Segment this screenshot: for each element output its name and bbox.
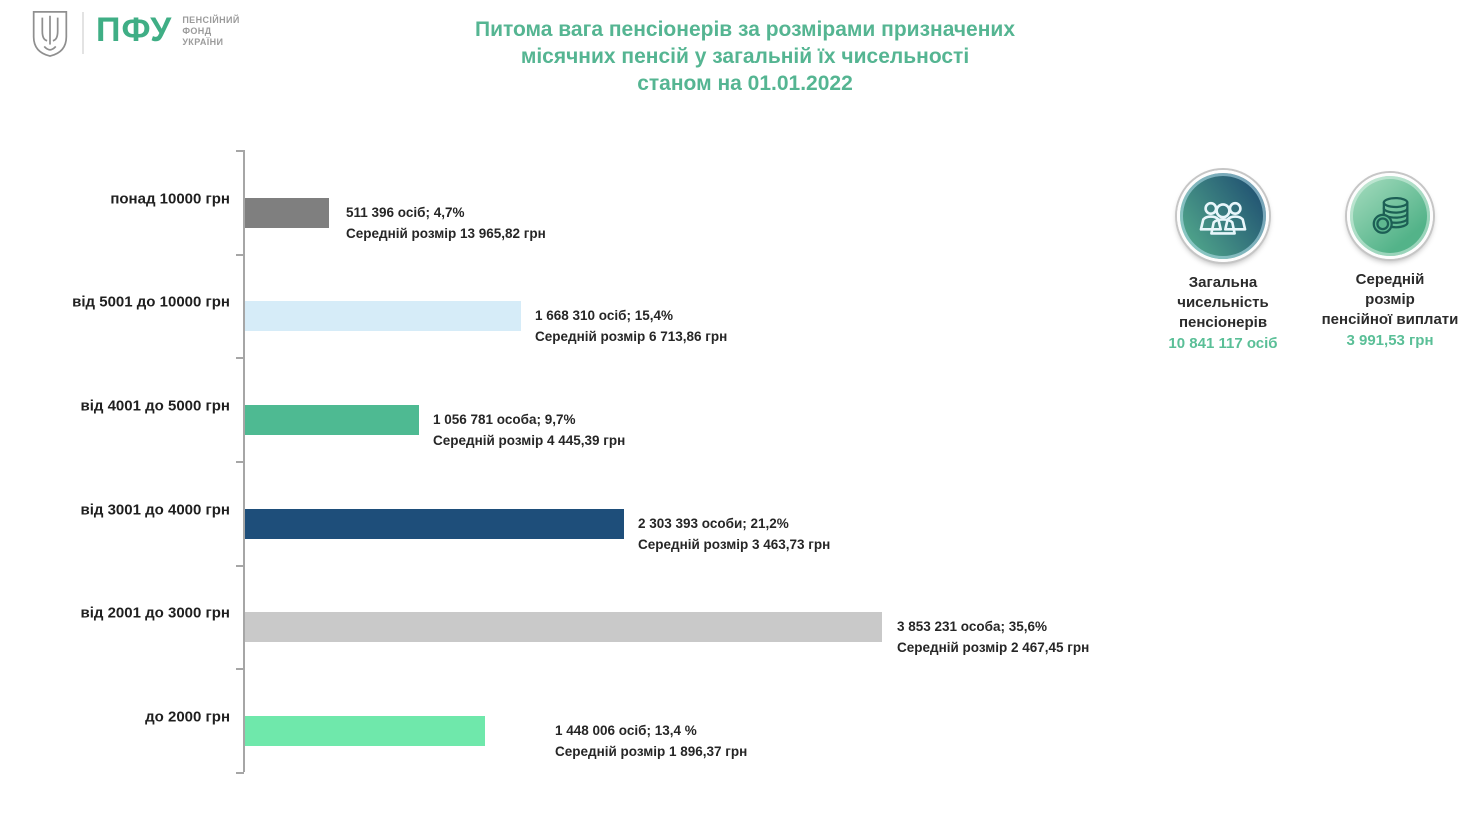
bar xyxy=(245,405,419,435)
bar xyxy=(245,198,329,228)
bar-avg-label: Середній розмір 3 463,73 грн xyxy=(638,536,831,552)
bar-value-label xyxy=(535,305,727,347)
category-label: понад 10000 грн xyxy=(110,190,230,208)
bar-row xyxy=(0,357,1480,461)
chart-title-line1: Питома вага пенсіонерів за розмірами призначених xyxy=(474,18,1016,41)
category-label: від 3001 до 4000 грн xyxy=(80,501,230,519)
category-label: від 2001 до 3000 грн xyxy=(80,604,230,622)
bar-row xyxy=(0,668,1480,772)
category-label: від 5001 до 10000 грн xyxy=(72,293,230,311)
pfu-logo xyxy=(30,10,240,58)
bar-value-label xyxy=(897,616,1089,658)
bar-count-label: 1 056 781 особа; 9,7% xyxy=(433,412,576,428)
chart-title xyxy=(450,16,1040,97)
stat-label: Середній розмір пенсійної виплати xyxy=(1321,271,1459,328)
bar-avg-label: Середній розмір 2 467,45 грн xyxy=(897,640,1090,656)
category-label: від 4001 до 5000 грн xyxy=(80,397,230,415)
bar-row xyxy=(0,565,1480,669)
axis-tick xyxy=(236,772,244,774)
bar-avg-label: Середній розмір 4 445,39 грн xyxy=(433,433,626,449)
bar-avg-label: Середній розмір 13 965,82 грн xyxy=(346,225,546,241)
chart-title-line2: місячних пенсій у загальній їх чисельності xyxy=(520,45,970,68)
bar xyxy=(245,509,624,539)
bar xyxy=(245,301,521,331)
pfu-abbr: ПФУ xyxy=(96,11,173,49)
bar-row xyxy=(0,461,1480,565)
bar-count-label: 511 396 осіб; 4,7% xyxy=(346,204,465,220)
bar xyxy=(245,612,882,642)
logo-divider xyxy=(82,12,84,54)
pfu-org-name: ПЕНСІЙНИЙ ФОНД УКРАЇНИ xyxy=(182,15,240,47)
coins-icon xyxy=(1347,173,1433,259)
category-label: до 2000 грн xyxy=(145,708,230,726)
bar-value-label xyxy=(638,513,830,555)
stat-value: 10 841 117 осіб xyxy=(1168,335,1278,352)
bar xyxy=(245,716,485,746)
chart-title-line3: станом на 01.01.2022 xyxy=(637,72,853,95)
bar-count-label: 1 668 310 осіб; 15,4% xyxy=(535,308,673,324)
people-icon xyxy=(1177,170,1269,262)
bar-value-label xyxy=(346,202,546,244)
summary-card-total-pensioners xyxy=(1156,170,1290,354)
bar-avg-label: Середній розмір 1 896,37 грн xyxy=(555,744,748,760)
bar-value-label xyxy=(555,720,747,762)
trident-icon xyxy=(30,10,70,58)
stat-label: Загальна чисельність пенсіонерів xyxy=(1177,274,1269,331)
bar-count-label: 3 853 231 особа; 35,6% xyxy=(897,619,1048,635)
stat-value: 3 991,53 грн xyxy=(1346,332,1434,349)
bar-count-label: 1 448 006 осіб; 13,4 % xyxy=(555,723,697,739)
bar-count-label: 2 303 393 особи; 21,2% xyxy=(638,515,789,531)
bar-avg-label: Середній розмір 6 713,86 грн xyxy=(535,329,728,345)
bar-value-label xyxy=(433,409,625,451)
summary-card-avg-payment xyxy=(1316,173,1464,351)
